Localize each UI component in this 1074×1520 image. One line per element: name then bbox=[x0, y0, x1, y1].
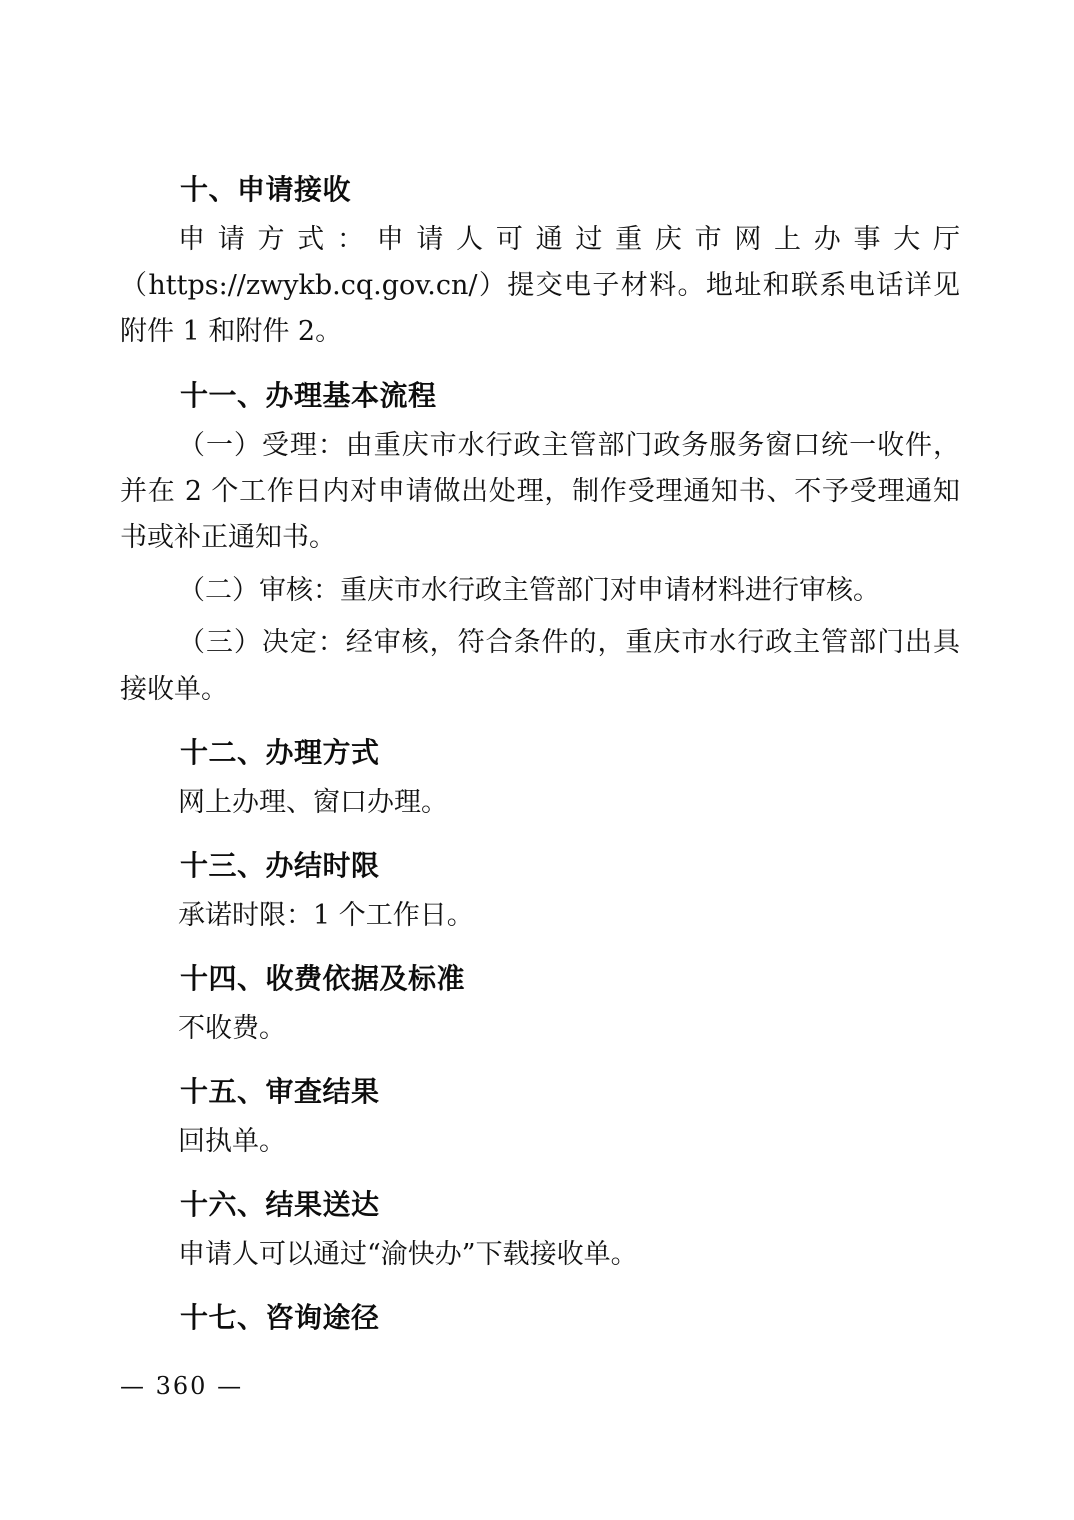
section-heading: 十四、收费依据及标准 bbox=[180, 962, 466, 996]
spacer bbox=[120, 832, 960, 846]
section-heading: 十五、审查结果 bbox=[180, 1075, 380, 1109]
document-body bbox=[120, 170, 960, 1345]
section-paragraph: （二）审核：重庆市水行政主管部门对申请材料进行审核。 bbox=[178, 574, 880, 606]
section-paragraph: 承诺时限：1 个工作日。 bbox=[178, 899, 474, 931]
section-shen-qing-jie-shou bbox=[120, 170, 960, 356]
section-heading: 十三、办结时限 bbox=[180, 849, 380, 883]
section-paragraph: 申请人可以通过“渝快办”下载接收单。 bbox=[178, 1238, 638, 1270]
section-paragraph: 不收费。 bbox=[178, 1012, 286, 1044]
section-shen-cha-jie-guo bbox=[120, 1072, 960, 1165]
spacer bbox=[120, 1171, 960, 1185]
section-zi-xun-tu-jing bbox=[120, 1298, 960, 1339]
section-shou-fei-yi-ju-ji-biao-zhun bbox=[120, 959, 960, 1052]
spacer bbox=[120, 1284, 960, 1298]
section-heading: 十二、办理方式 bbox=[180, 736, 380, 770]
section-paragraph: 回执单。 bbox=[178, 1125, 286, 1157]
section-heading: 十六、结果送达 bbox=[180, 1188, 380, 1222]
page-number: — 360 — bbox=[120, 1372, 244, 1400]
section-paragraph: （三）决定：经审核，符合条件的，重庆市水行政主管部门出具接收单。 bbox=[120, 627, 960, 705]
section-heading: 十七、咨询途径 bbox=[180, 1301, 380, 1335]
section-ban-li-fang-shi bbox=[120, 733, 960, 826]
spacer bbox=[120, 362, 960, 376]
spacer bbox=[120, 945, 960, 959]
section-ban-jie-shi-xian bbox=[120, 846, 960, 939]
section-ban-li-ji-ben-liu-cheng bbox=[120, 376, 960, 713]
section-paragraph: （一）受理：由重庆市水行政主管部门政务服务窗口统一收件，并在 2 个工作日内对申请做出处理，制作受理通知书、不予受理通知书或补正通知书。 bbox=[120, 429, 960, 554]
spacer bbox=[120, 719, 960, 733]
section-paragraph: 网上办理、窗口办理。 bbox=[178, 786, 448, 818]
section-heading: 十一、办理基本流程 bbox=[180, 378, 437, 412]
section-heading: 十、申请接收 bbox=[180, 173, 352, 206]
spacer bbox=[120, 1058, 960, 1072]
section-paragraph: 申请方式：申请人可通过重庆市网上办事大厅（https://zwykb.cq.gov.cn/）提交电子材料。地址和联系电话详见附件 1 和附件 2。 bbox=[120, 223, 960, 348]
section-jie-guo-song-da bbox=[120, 1185, 960, 1278]
